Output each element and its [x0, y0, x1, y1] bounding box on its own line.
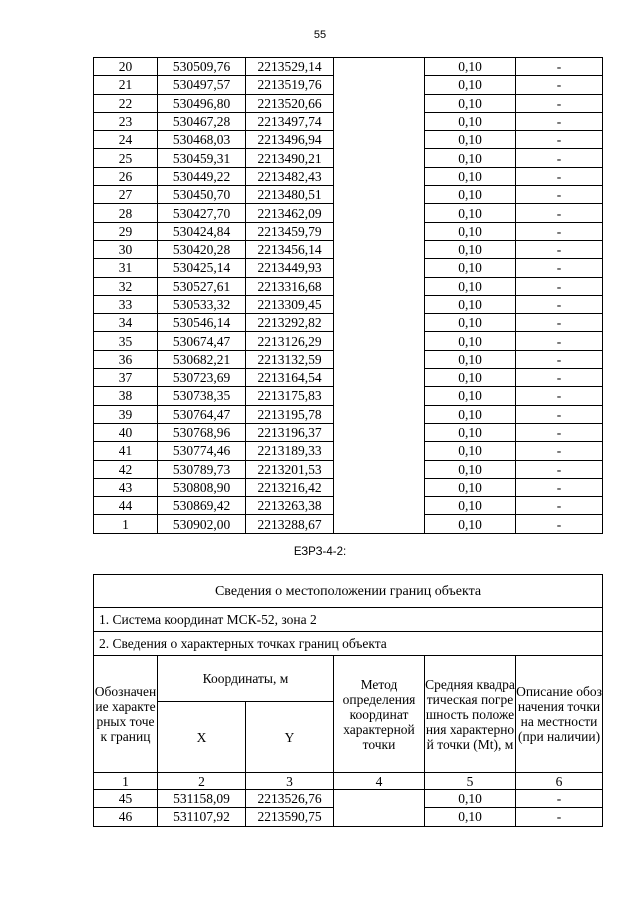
- coord-y: 2213490,21: [246, 149, 334, 167]
- point-id: 26: [94, 167, 158, 185]
- coord-x: 530420,28: [158, 240, 246, 258]
- column-number: 3: [246, 773, 334, 790]
- point-id: 35: [94, 332, 158, 350]
- coord-x: 530467,28: [158, 112, 246, 130]
- coord-y: 2213316,68: [246, 277, 334, 295]
- column-number: 2: [158, 773, 246, 790]
- point-id: 40: [94, 423, 158, 441]
- point-id: 32: [94, 277, 158, 295]
- coord-y: 2213263,38: [246, 497, 334, 515]
- description-value: -: [516, 515, 603, 533]
- method-cell: [334, 808, 425, 826]
- page-number: 55: [313, 29, 327, 41]
- table-row: [94, 350, 603, 368]
- table-row: [94, 186, 603, 204]
- coord-y: 2213292,82: [246, 314, 334, 332]
- coord-x: 530774,46: [158, 442, 246, 460]
- method-cell: [334, 790, 425, 808]
- error-value: 0,10: [425, 259, 516, 277]
- error-value: 0,10: [425, 350, 516, 368]
- header-method: Метод определения координат характерной точки: [334, 656, 425, 773]
- table-row: [94, 369, 603, 387]
- coord-y: 2213196,37: [246, 423, 334, 441]
- description-value: -: [516, 478, 603, 496]
- method-cell: [334, 149, 425, 167]
- coord-x: 530533,32: [158, 295, 246, 313]
- point-id: 37: [94, 369, 158, 387]
- description-value: -: [516, 186, 603, 204]
- error-value: 0,10: [425, 369, 516, 387]
- table-row: [94, 222, 603, 240]
- coord-x: 530425,14: [158, 259, 246, 277]
- table-row: [94, 259, 603, 277]
- coord-y: 2213195,78: [246, 405, 334, 423]
- coord-y: 2213482,43: [246, 167, 334, 185]
- method-cell: [334, 204, 425, 222]
- method-cell: [334, 332, 425, 350]
- description-value: -: [516, 314, 603, 332]
- coord-y: 2213529,14: [246, 58, 334, 76]
- table-row: [94, 58, 603, 76]
- error-value: 0,10: [425, 204, 516, 222]
- coord-x: 530723,69: [158, 369, 246, 387]
- description-value: -: [516, 369, 603, 387]
- point-id: 22: [94, 94, 158, 112]
- description-value: -: [516, 442, 603, 460]
- point-id: 36: [94, 350, 158, 368]
- point-id: 38: [94, 387, 158, 405]
- coord-y: 2213309,45: [246, 295, 334, 313]
- error-value: 0,10: [425, 240, 516, 258]
- coord-x: 530497,57: [158, 76, 246, 94]
- coord-x: 530768,96: [158, 423, 246, 441]
- error-value: 0,10: [425, 478, 516, 496]
- table-row: [94, 405, 603, 423]
- coord-y: 2213164,54: [246, 369, 334, 387]
- method-cell: [334, 515, 425, 533]
- coordinates-table-continued: [93, 57, 603, 534]
- error-value: 0,10: [425, 808, 516, 826]
- coord-x: 530808,90: [158, 478, 246, 496]
- column-number: 1: [94, 773, 158, 790]
- error-value: 0,10: [425, 149, 516, 167]
- coord-x: 530496,80: [158, 94, 246, 112]
- coord-y: 2213189,33: [246, 442, 334, 460]
- coord-y: 2213496,94: [246, 131, 334, 149]
- coord-x: 530789,73: [158, 460, 246, 478]
- coord-x: 530764,47: [158, 405, 246, 423]
- coord-y: 2213462,09: [246, 204, 334, 222]
- header-y: Y: [246, 702, 334, 773]
- coord-y: 2213497,74: [246, 112, 334, 130]
- point-id: 34: [94, 314, 158, 332]
- table-row: [94, 149, 603, 167]
- point-id: 46: [94, 808, 158, 826]
- error-value: 0,10: [425, 314, 516, 332]
- description-value: -: [516, 149, 603, 167]
- point-id: 24: [94, 131, 158, 149]
- error-value: 0,10: [425, 387, 516, 405]
- description-value: -: [516, 58, 603, 76]
- column-number: 5: [425, 773, 516, 790]
- table-row: [94, 332, 603, 350]
- table-row: [94, 295, 603, 313]
- table-row: [94, 277, 603, 295]
- coord-x: 530902,00: [158, 515, 246, 533]
- method-cell: [334, 314, 425, 332]
- table-row: [94, 442, 603, 460]
- point-id: 33: [94, 295, 158, 313]
- coord-x: 530450,70: [158, 186, 246, 204]
- table-row: [94, 515, 603, 533]
- section-label: ЕЗРЗ-4-2:: [293, 546, 347, 558]
- description-value: -: [516, 167, 603, 185]
- point-id: 45: [94, 790, 158, 808]
- point-id: 27: [94, 186, 158, 204]
- table-row: [94, 790, 603, 808]
- coord-x: 531107,92: [158, 808, 246, 826]
- coord-y: 2213526,76: [246, 790, 334, 808]
- coord-y: 2213449,93: [246, 259, 334, 277]
- table-row: [94, 240, 603, 258]
- table-row: [94, 808, 603, 826]
- coord-y: 2213288,67: [246, 515, 334, 533]
- points-info-line: 2. Сведения о характерных точках границ объекта: [94, 632, 603, 656]
- coord-x: 530869,42: [158, 497, 246, 515]
- description-value: -: [516, 350, 603, 368]
- point-id: 42: [94, 460, 158, 478]
- table-row: [94, 314, 603, 332]
- point-id: 29: [94, 222, 158, 240]
- coord-y: 2213590,75: [246, 808, 334, 826]
- point-id: 28: [94, 204, 158, 222]
- error-value: 0,10: [425, 295, 516, 313]
- description-value: -: [516, 332, 603, 350]
- point-id: 43: [94, 478, 158, 496]
- error-value: 0,10: [425, 58, 516, 76]
- method-cell: [334, 387, 425, 405]
- error-value: 0,10: [425, 76, 516, 94]
- error-value: 0,10: [425, 497, 516, 515]
- error-value: 0,10: [425, 167, 516, 185]
- method-cell: [334, 186, 425, 204]
- method-cell: [334, 58, 425, 76]
- error-value: 0,10: [425, 460, 516, 478]
- error-value: 0,10: [425, 515, 516, 533]
- description-value: -: [516, 460, 603, 478]
- coordinate-system-line: 1. Система координат МСК-52, зона 2: [94, 608, 603, 632]
- table-row: [94, 76, 603, 94]
- coord-x: 530546,14: [158, 314, 246, 332]
- method-cell: [334, 442, 425, 460]
- error-value: 0,10: [425, 423, 516, 441]
- method-cell: [334, 240, 425, 258]
- method-cell: [334, 112, 425, 130]
- description-value: -: [516, 423, 603, 441]
- table-row: [94, 478, 603, 496]
- point-id: 23: [94, 112, 158, 130]
- description-value: -: [516, 112, 603, 130]
- point-id: 39: [94, 405, 158, 423]
- method-cell: [334, 497, 425, 515]
- point-id: 44: [94, 497, 158, 515]
- method-cell: [334, 94, 425, 112]
- method-cell: [334, 76, 425, 94]
- header-error: Средняя квадратическая погрешность положения характерной точки (Mt), м: [425, 656, 516, 773]
- point-id: 25: [94, 149, 158, 167]
- description-value: -: [516, 94, 603, 112]
- method-cell: [334, 478, 425, 496]
- description-value: -: [516, 131, 603, 149]
- table-row: [94, 167, 603, 185]
- header-point-designation: Обозначение характерных точек границ: [94, 656, 158, 773]
- coord-x: 530449,22: [158, 167, 246, 185]
- error-value: 0,10: [425, 442, 516, 460]
- coord-x: 530468,03: [158, 131, 246, 149]
- error-value: 0,10: [425, 405, 516, 423]
- method-cell: [334, 277, 425, 295]
- method-cell: [334, 222, 425, 240]
- method-cell: [334, 131, 425, 149]
- coord-y: 2213480,51: [246, 186, 334, 204]
- point-id: 30: [94, 240, 158, 258]
- coord-y: 2213519,76: [246, 76, 334, 94]
- table-row: [94, 423, 603, 441]
- coord-x: 530738,35: [158, 387, 246, 405]
- coord-y: 2213175,83: [246, 387, 334, 405]
- coord-x: 530527,61: [158, 277, 246, 295]
- method-cell: [334, 259, 425, 277]
- method-cell: [334, 369, 425, 387]
- description-value: -: [516, 222, 603, 240]
- table-row: [94, 112, 603, 130]
- method-cell: [334, 460, 425, 478]
- table-title: Сведения о местоположении границ объекта: [94, 575, 603, 608]
- error-value: 0,10: [425, 94, 516, 112]
- coord-x: 530682,21: [158, 350, 246, 368]
- header-description: Описание обозначения точки на местности (при наличии): [516, 656, 603, 773]
- description-value: -: [516, 790, 603, 808]
- object-boundaries-table: [93, 574, 603, 827]
- point-id: 21: [94, 76, 158, 94]
- table-row: [94, 204, 603, 222]
- column-number: 4: [334, 773, 425, 790]
- coord-x: 530427,70: [158, 204, 246, 222]
- coord-y: 2213520,66: [246, 94, 334, 112]
- method-cell: [334, 423, 425, 441]
- table-row: [94, 460, 603, 478]
- table-row: [94, 131, 603, 149]
- method-cell: [334, 405, 425, 423]
- description-value: -: [516, 76, 603, 94]
- coord-y: 2213132,59: [246, 350, 334, 368]
- coord-y: 2213201,53: [246, 460, 334, 478]
- point-id: 20: [94, 58, 158, 76]
- coord-x: 530509,76: [158, 58, 246, 76]
- error-value: 0,10: [425, 332, 516, 350]
- point-id: 41: [94, 442, 158, 460]
- description-value: -: [516, 808, 603, 826]
- description-value: -: [516, 405, 603, 423]
- description-value: -: [516, 387, 603, 405]
- point-id: 31: [94, 259, 158, 277]
- table-row: [94, 497, 603, 515]
- coord-x: 530459,31: [158, 149, 246, 167]
- error-value: 0,10: [425, 131, 516, 149]
- description-value: -: [516, 277, 603, 295]
- coord-y: 2213459,79: [246, 222, 334, 240]
- error-value: 0,10: [425, 790, 516, 808]
- description-value: -: [516, 259, 603, 277]
- description-value: -: [516, 497, 603, 515]
- table-row: [94, 387, 603, 405]
- coord-y: 2213216,42: [246, 478, 334, 496]
- coord-x: 530424,84: [158, 222, 246, 240]
- description-value: -: [516, 240, 603, 258]
- error-value: 0,10: [425, 222, 516, 240]
- error-value: 0,10: [425, 277, 516, 295]
- coord-y: 2213126,29: [246, 332, 334, 350]
- description-value: -: [516, 295, 603, 313]
- coord-y: 2213456,14: [246, 240, 334, 258]
- coord-x: 530674,47: [158, 332, 246, 350]
- header-coordinates: Координаты, м: [158, 656, 334, 702]
- header-x: X: [158, 702, 246, 773]
- error-value: 0,10: [425, 112, 516, 130]
- method-cell: [334, 295, 425, 313]
- method-cell: [334, 350, 425, 368]
- table-row: [94, 94, 603, 112]
- point-id: 1: [94, 515, 158, 533]
- description-value: -: [516, 204, 603, 222]
- error-value: 0,10: [425, 186, 516, 204]
- column-number: 6: [516, 773, 603, 790]
- coord-x: 531158,09: [158, 790, 246, 808]
- method-cell: [334, 167, 425, 185]
